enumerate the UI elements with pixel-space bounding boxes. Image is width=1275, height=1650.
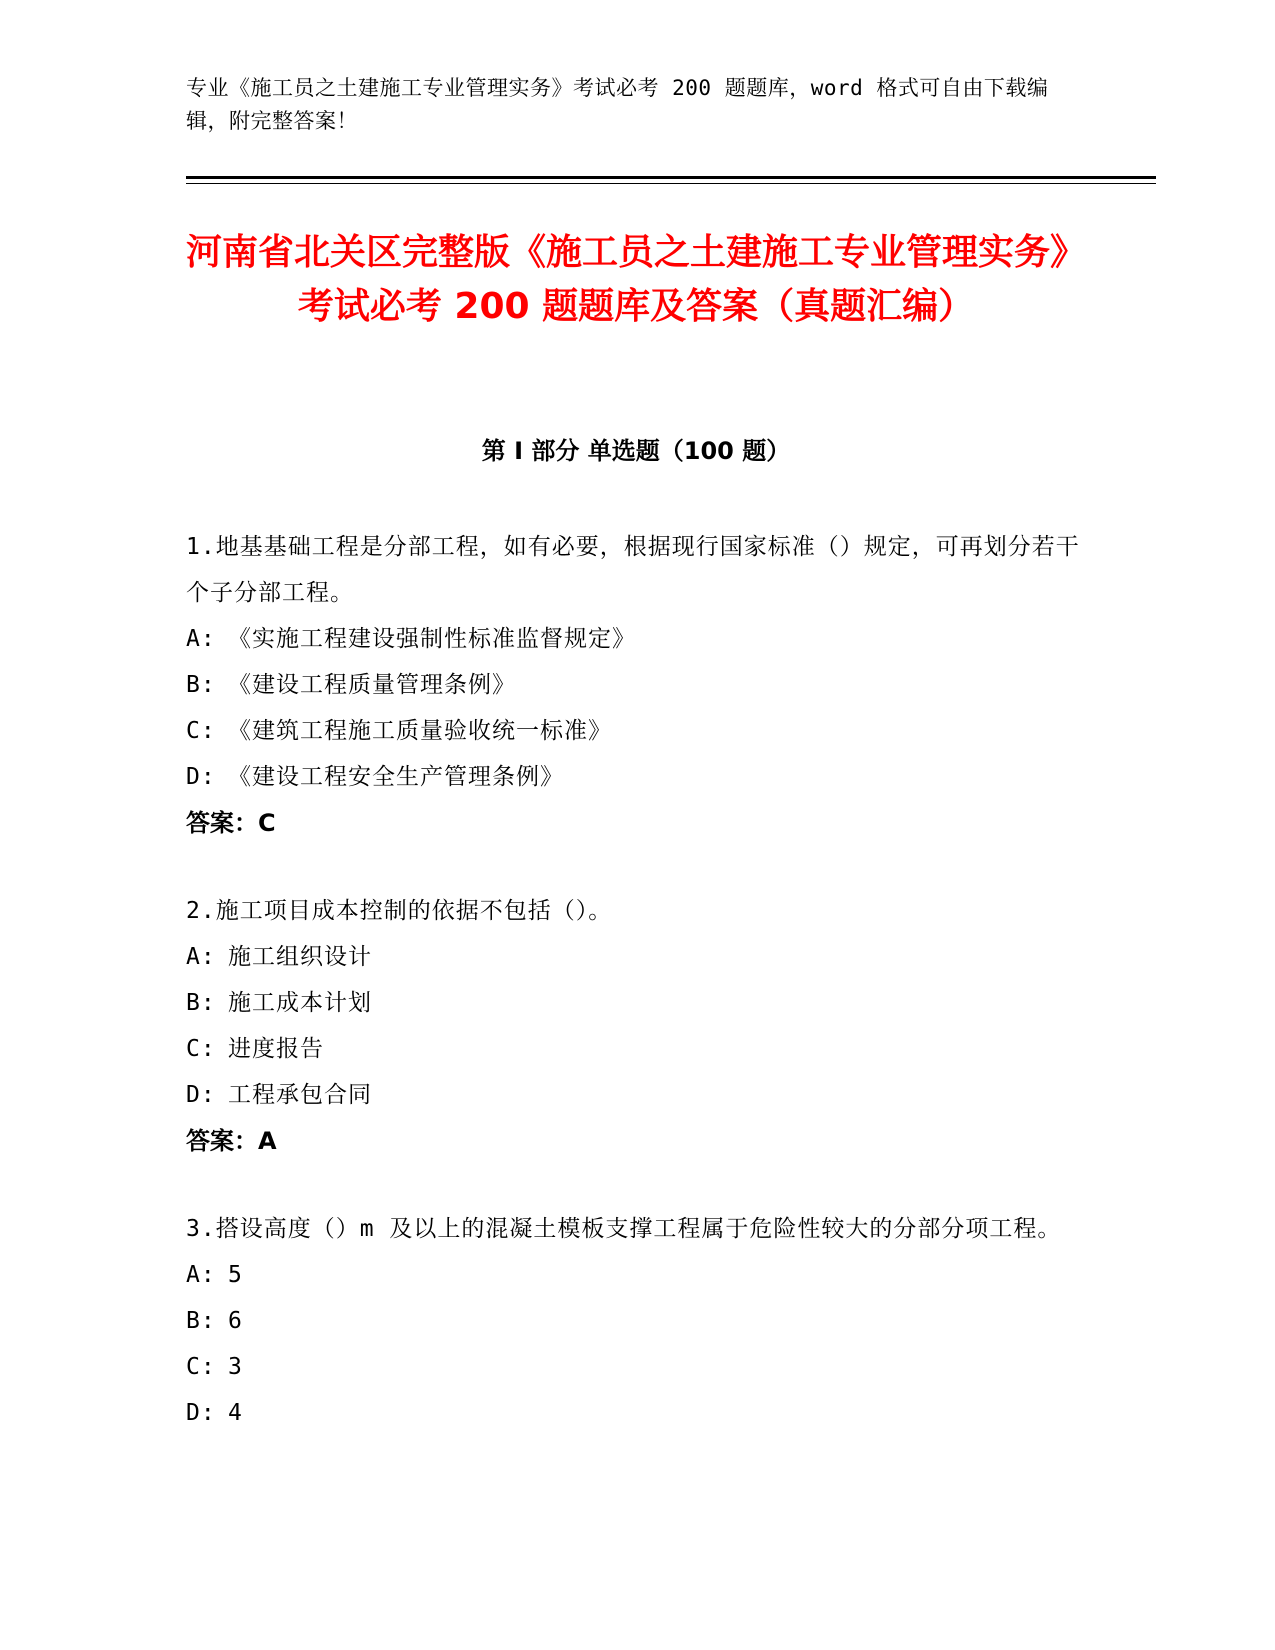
section-heading: 第 I 部分 单选题（100 题） [481,437,791,465]
option-b [186,980,1086,1026]
option-c [186,1344,1086,1390]
option-b [186,1298,1086,1344]
option-d [186,1072,1086,1118]
header-rule-thin [186,183,1156,184]
option-letter: C: [186,1036,216,1062]
option-letter: C: [186,718,216,744]
option-d [186,754,1086,800]
header-note: 专业《施工员之土建施工专业管理实务》考试必考 200 题题库，word 格式可自由下载编辑，附完整答案！ [186,76,1049,133]
question-2 [186,888,1086,1164]
option-a [186,934,1086,980]
option-letter: D: [186,764,216,790]
option-letter: A: [186,626,216,652]
option-text: 《建设工程质量管理条例》 [228,672,516,698]
option-text: 《建筑工程施工质量验收统一标准》 [228,718,612,744]
question-1 [186,524,1086,846]
answer-line: 答案：A [186,1127,277,1155]
option-text: 工程承包合同 [228,1082,372,1108]
option-letter: A: [186,944,216,970]
option-letter: D: [186,1400,216,1426]
option-letter: D: [186,1082,216,1108]
option-a [186,1252,1086,1298]
option-c [186,1026,1086,1072]
option-letter: A: [186,1262,216,1288]
option-letter: B: [186,990,216,1016]
option-text: 施工成本计划 [228,990,372,1016]
option-text: 《建设工程安全生产管理条例》 [228,764,564,790]
document-title: 河南省北关区完整版《施工员之土建施工专业管理实务》考试必考 200 题题库及答案（真题汇编） [186,232,1087,327]
option-a [186,616,1086,662]
option-d [186,1390,1086,1436]
question-list [186,524,1086,1478]
option-text: 施工组织设计 [228,944,372,970]
option-text: 5 [228,1262,243,1288]
answer-line: 答案：C [186,809,276,837]
option-letter: C: [186,1354,216,1380]
header-rule-thick [186,176,1156,179]
option-letter: B: [186,672,216,698]
option-text: 3 [228,1354,243,1380]
option-c [186,708,1086,754]
question-stem: 3.搭设高度（）m 及以上的混凝土模板支撑工程属于危险性较大的分部分项工程。 [186,1216,1062,1242]
question-stem: 1.地基基础工程是分部工程，如有必要，根据现行国家标准（）规定，可再划分若干个子分部工程。 [186,534,1080,606]
option-text: 进度报告 [228,1036,324,1062]
option-b [186,662,1086,708]
option-letter: B: [186,1308,216,1334]
question-stem: 2.施工项目成本控制的依据不包括（）。 [186,898,613,924]
question-3 [186,1206,1086,1436]
option-text: 4 [228,1400,243,1426]
option-text: 《实施工程建设强制性标准监督规定》 [228,626,636,652]
option-text: 6 [228,1308,243,1334]
